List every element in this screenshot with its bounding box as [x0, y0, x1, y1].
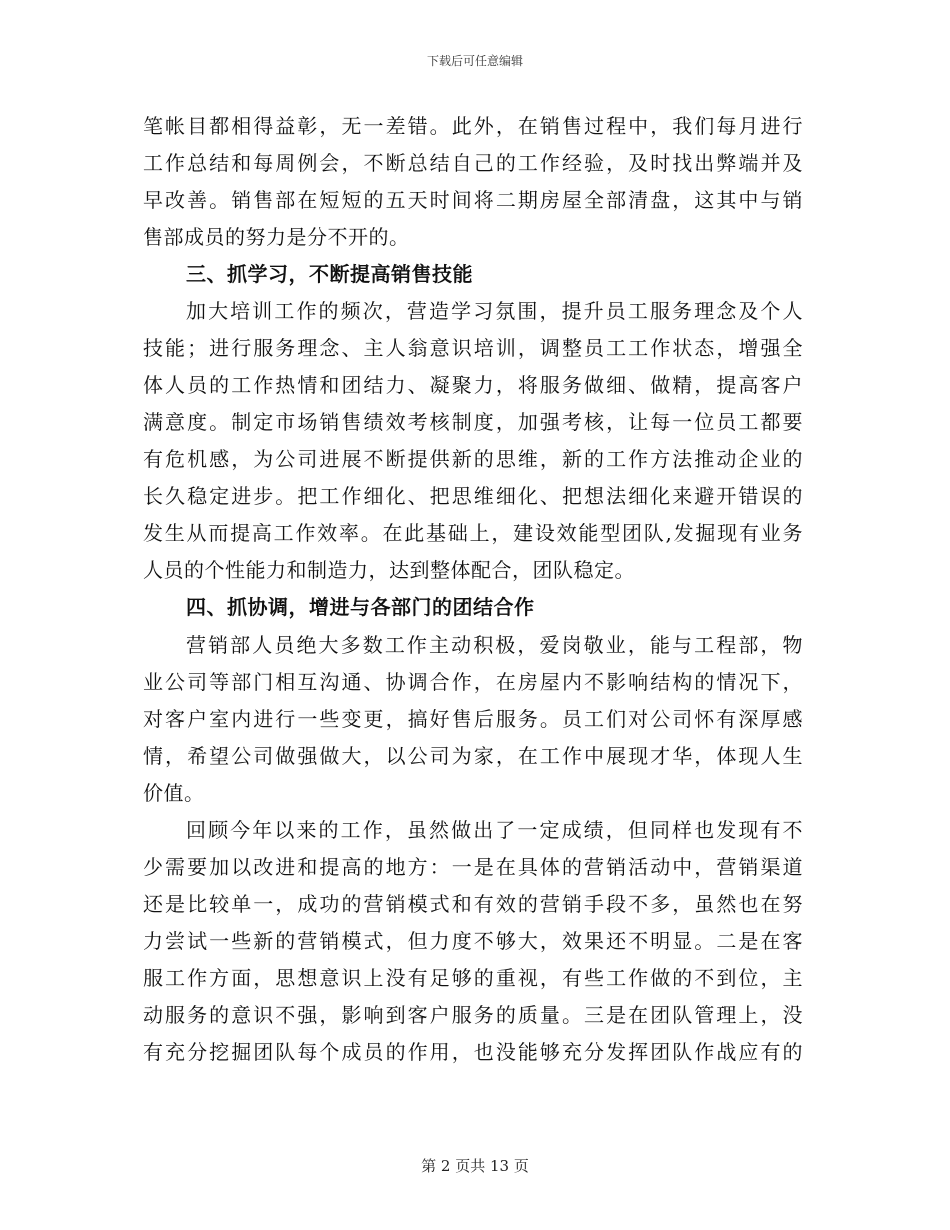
body-line: 回顾今年以来的工作，虽然做出了一定成绩，但同样也发现有不 — [186, 818, 803, 842]
page-footer: 第 2 页共 13 页 — [421, 1157, 529, 1175]
body-line: 服工作方面，思想意识上没有足够的重视，有些工作做的不到位，主 — [143, 966, 803, 990]
body-line: 长久稳定进步。把工作细化、把思维细化、把想法细化来避开错误的 — [143, 484, 803, 508]
body-line: 有危机感，为公司进展不断提供新的思维，新的工作方法推动企业的 — [143, 447, 803, 471]
body-line: 售部成员的努力是分不开的。 — [143, 225, 410, 249]
body-line: 还是比较单一，成功的营销模式和有效的营销手段不多，虽然也在努 — [143, 892, 803, 916]
body-line: 工作总结和每周例会，不断总结自己的工作经验，及时找出弊端并及 — [143, 151, 803, 175]
body-line: 价值。 — [143, 781, 205, 805]
body-line: 业公司等部门相互沟通、协调合作，在房屋内不影响结构的情况下， — [143, 670, 803, 694]
body-line: 对客户室内进行一些变更，搞好售后服务。员工们对公司怀有深厚感 — [143, 707, 803, 731]
body-line: 技能；进行服务理念、主人翁意识培训，调整员工工作状态，增强全 — [143, 336, 803, 360]
body-line: 满意度。制定市场销售绩效考核制度，加强考核，让每一位员工都要 — [143, 410, 803, 434]
body-line: 营销部人员绝大多数工作主动积极，爱岗敬业，能与工程部，物 — [186, 633, 803, 657]
body-line: 动服务的意识不强，影响到客户服务的质量。三是在团队管理上，没 — [143, 1003, 803, 1027]
body-line: 有充分挖掘团队每个成员的作用，也没能够充分发挥团队作战应有的 — [143, 1040, 803, 1064]
section-heading: 三、抓学习，不断提高销售技能 — [186, 262, 473, 286]
body-line: 少需要加以改进和提高的地方：一是在具体的营销活动中，营销渠道 — [143, 855, 803, 879]
body-line: 人员的个性能力和制造力，达到整体配合，团队稳定。 — [143, 558, 635, 582]
body-line: 发生从而提高工作效率。在此基础上，建设效能型团队,发掘现有业务 — [143, 521, 803, 545]
body-line: 力尝试一些新的营销模式，但力度不够大，效果还不明显。二是在客 — [143, 929, 803, 953]
body-line: 加大培训工作的频次，营造学习氛围，提升员工服务理念及个人 — [186, 299, 803, 323]
body-line: 早改善。销售部在短短的五天时间将二期房屋全部清盘，这其中与销 — [143, 188, 803, 212]
body-line: 笔帐目都相得益彰，无一差错。此外，在销售过程中，我们每月进行 — [143, 114, 803, 138]
page-header: 下载后可任意编辑 — [426, 54, 523, 68]
body-line: 体人员的工作热情和团结力、凝聚力，将服务做细、做精，提高客户 — [143, 373, 803, 397]
section-heading: 四、抓协调，增进与各部门的团结合作 — [186, 595, 535, 619]
body-line: 情，希望公司做强做大，以公司为家，在工作中展现才华，体现人生 — [143, 744, 803, 768]
